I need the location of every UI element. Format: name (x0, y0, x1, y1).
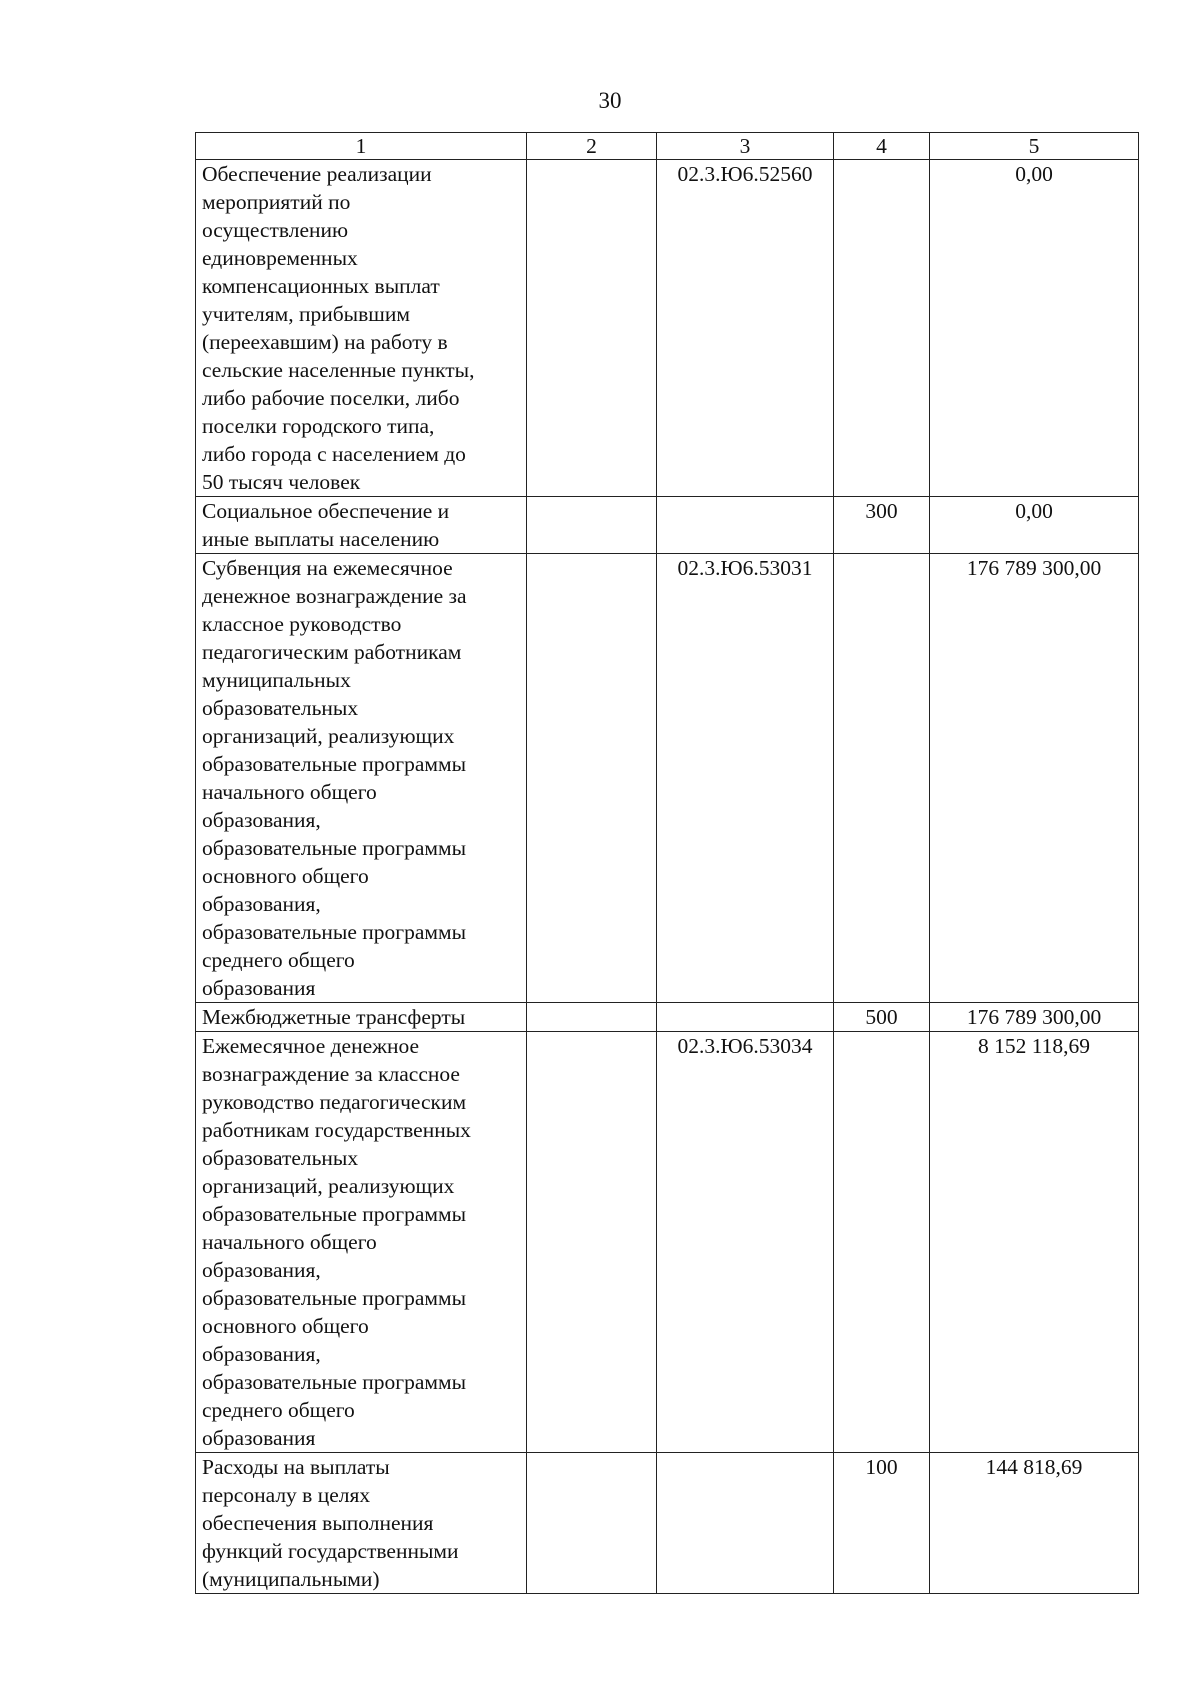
row-type-cell (834, 554, 930, 1003)
row-name-cell: Ежемесячное денежное вознаграждение за классное руководство педагогическим работникам государственных образовательных организаций, реализующих образовательные программы начального общего образования, образовательные программы основного общего образования, образовательные программы среднего общего образования (196, 1032, 527, 1453)
table-row (196, 160, 1139, 497)
row-name-cell: Расходы на выплаты персоналу в целях обеспечения выполнения функций государственными (муниципальными) (196, 1453, 527, 1594)
table-row (196, 1032, 1139, 1453)
row-code-cell (657, 497, 834, 554)
row-type-cell (834, 160, 930, 497)
row-col2-cell (527, 1032, 657, 1453)
row-col2-cell (527, 554, 657, 1003)
row-type-cell: 500 (834, 1003, 930, 1032)
row-code-cell: 02.3.Ю6.53031 (657, 554, 834, 1003)
row-amount-cell: 0,00 (930, 160, 1139, 497)
row-name-cell: Субвенция на ежемесячное денежное вознаграждение за классное руководство педагогическим работникам муниципальных образовательных организаций, реализующих образовательные программы начального общего образования, образовательные программы основного общего образования, образовательные программы среднего общего образования (196, 554, 527, 1003)
table-row (196, 497, 1139, 554)
row-col2-cell (527, 497, 657, 554)
row-code-cell: 02.3.Ю6.52560 (657, 160, 834, 497)
row-name-cell: Социальное обеспечение и иные выплаты населению (196, 497, 527, 554)
page-number: 30 (598, 88, 622, 113)
header-col-4: 4 (834, 133, 930, 160)
row-type-cell: 100 (834, 1453, 930, 1594)
row-type-cell: 300 (834, 497, 930, 554)
row-amount-cell: 0,00 (930, 497, 1139, 554)
budget-table (195, 132, 1139, 1594)
row-col2-cell (527, 160, 657, 497)
row-amount-cell: 8 152 118,69 (930, 1032, 1139, 1453)
table-row (196, 1453, 1139, 1594)
row-amount-cell: 144 818,69 (930, 1453, 1139, 1594)
row-amount-cell: 176 789 300,00 (930, 1003, 1139, 1032)
header-col-2: 2 (527, 133, 657, 160)
row-name-cell: Межбюджетные трансферты (196, 1003, 527, 1032)
table-row (196, 1003, 1139, 1032)
table-row (196, 554, 1139, 1003)
row-type-cell (834, 1032, 930, 1453)
row-code-cell (657, 1003, 834, 1032)
header-col-5: 5 (930, 133, 1139, 160)
row-code-cell (657, 1453, 834, 1594)
table-header-row (196, 133, 1139, 160)
row-col2-cell (527, 1003, 657, 1032)
row-amount-cell: 176 789 300,00 (930, 554, 1139, 1003)
row-name-cell: Обеспечение реализации мероприятий по осуществлению единовременных компенсационных выплат учителям, прибывшим (переехавшим) на работу в сельские населенные пункты, либо рабочие поселки, либо поселки городского типа, либо города с населением до 50 тысяч человек (196, 160, 527, 497)
header-col-3: 3 (657, 133, 834, 160)
row-code-cell: 02.3.Ю6.53034 (657, 1032, 834, 1453)
row-col2-cell (527, 1453, 657, 1594)
header-col-1: 1 (196, 133, 527, 160)
